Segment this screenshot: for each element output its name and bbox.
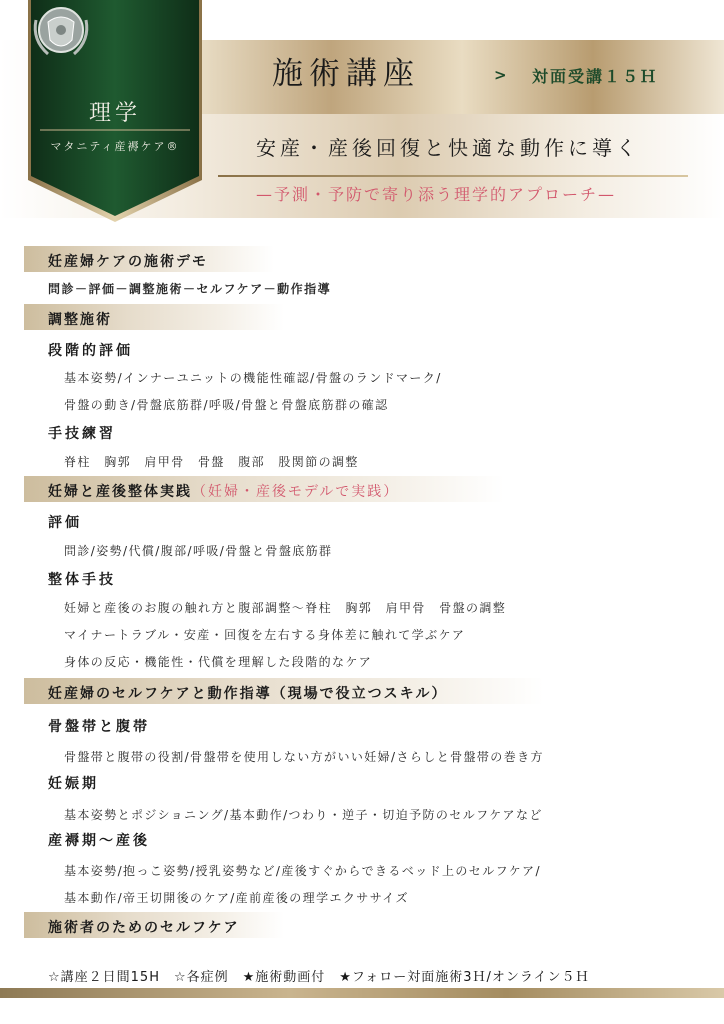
selfcare-belt-line: 骨盤帯と腹帯の役割/骨盤帯を使用しない方がいい妊婦/さらしと骨盤帯の巻き方	[64, 750, 544, 764]
course-badge	[28, 0, 202, 222]
course-hours: 対面受講１５Ｈ	[532, 67, 659, 86]
practice-body-line-3: 身体の反応・機能性・代償を理解した段階的なケア	[64, 655, 373, 669]
practice-body-line-1: 妊婦と産後のお腹の触れ方と腹部調整～脊柱 胸郭 肩甲骨 骨盤の調整	[64, 601, 507, 615]
section-demo	[24, 246, 274, 272]
section-adjust	[24, 304, 284, 330]
section-selfcare-title: 妊産婦のセルフケアと動作指導（現場で役立つスキル）	[48, 686, 448, 702]
practice-body-heading: 整体手技	[48, 572, 116, 588]
section-practitioner	[24, 912, 284, 938]
selfcare-postpartum-line-2: 基本動作/帝王切開後のケア/産前産後の理学エクササイズ	[64, 891, 409, 905]
selfcare-postpartum-heading: 産褥期～産後	[48, 833, 150, 849]
section-practice-title-main: 妊婦と産後整体実践	[48, 484, 192, 500]
adjust-manual-line: 脊柱 胸郭 肩甲骨 骨盤 腹部 股関節の調整	[64, 455, 359, 469]
practice-eval-line: 問診/姿勢/代償/腹部/呼吸/骨盤と骨盤底筋群	[64, 544, 333, 558]
section-practice-title-accent: （妊婦・産後モデルで実践）	[192, 484, 400, 500]
footer-summary: ☆講座２日間15H ☆各症例 ★施術動画付 ★フォロー対面施術3Ｈ/オンライン５Ｈ	[48, 970, 590, 985]
section-practitioner-title: 施術者のためのセルフケア	[48, 920, 240, 936]
page-subtitle: 安産・産後回復と快適な動作に導く	[256, 136, 640, 160]
selfcare-pregnancy-line: 基本姿勢とポジショニング/基本動作/つわり・逆子・切迫予防のセルフケアなど	[64, 808, 543, 822]
section-adjust-title: 調整施術	[48, 312, 112, 328]
laurel-emblem-icon	[28, 0, 94, 66]
practice-eval-heading: 評価	[48, 515, 82, 531]
adjust-eval-line-2: 骨盤の動き/骨盤底筋群/呼吸/骨盤と骨盤底筋群の確認	[64, 398, 389, 412]
footer-band	[0, 988, 724, 998]
page-title: 施術講座	[272, 56, 420, 92]
section-practice	[24, 476, 504, 502]
section-selfcare	[24, 678, 544, 704]
adjust-eval-line-1: 基本姿勢/インナーユニットの機能性確認/骨盤のランドマーク/	[64, 371, 442, 385]
section-practice-title	[48, 481, 399, 501]
selfcare-postpartum-line-1: 基本姿勢/抱っこ姿勢/授乳姿勢など/産後すぐからできるベッド上のセルフケア/	[64, 864, 541, 878]
selfcare-pregnancy-heading: 妊娠期	[48, 776, 99, 792]
badge-title: 理学	[88, 101, 141, 126]
page-tagline: —予測・予防で寄り添う理学的アプローチ—	[256, 185, 617, 204]
practice-body-line-2: マイナートラブル・安産・回復を左右する身体差に触れて学ぶケア	[64, 628, 466, 642]
chevron-right-icon: >	[494, 66, 507, 84]
adjust-manual-heading: 手技練習	[48, 426, 116, 442]
section-demo-title: 妊産婦ケアの施術デモ	[48, 254, 208, 270]
badge-subtitle: マタニティ産褥ケア®	[50, 140, 180, 153]
header-divider	[218, 175, 688, 177]
adjust-eval-heading: 段階的評価	[48, 343, 133, 359]
demo-flow: 問診－評価－調整施術－セルフケア－動作指導	[48, 282, 332, 296]
selfcare-belt-heading: 骨盤帯と腹帯	[48, 719, 150, 735]
